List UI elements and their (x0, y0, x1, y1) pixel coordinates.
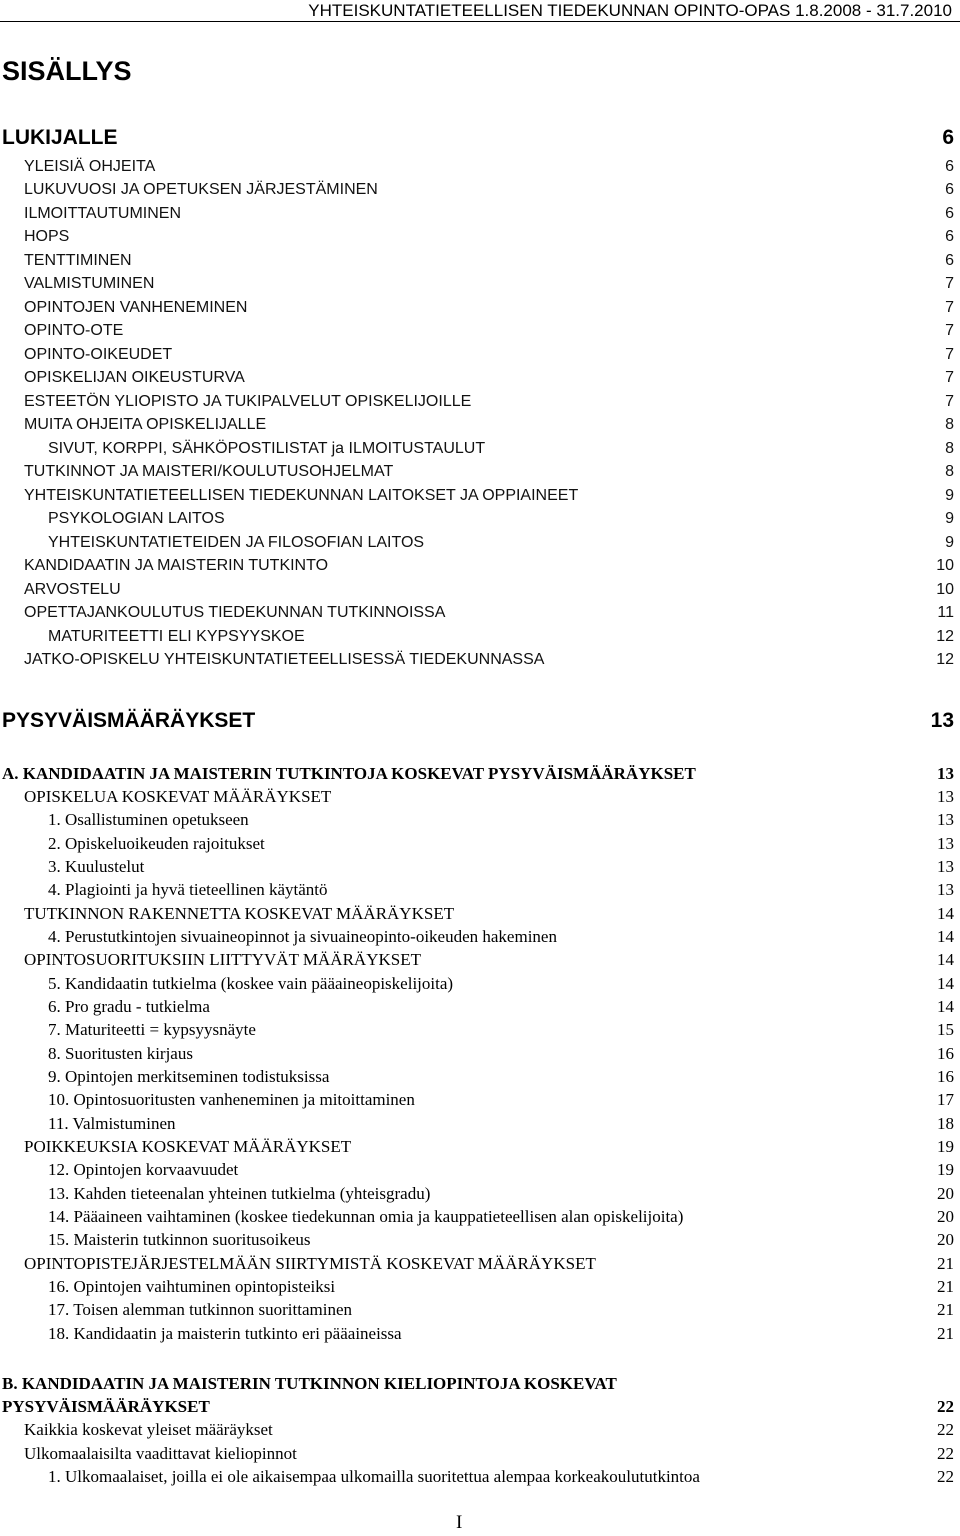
toc-entry[interactable] (48, 1088, 954, 1111)
toc-entry-page: 13 (937, 880, 954, 899)
toc-entry[interactable] (24, 902, 954, 925)
toc-entry[interactable] (24, 1135, 954, 1158)
toc-entry-page: 21 (937, 1277, 954, 1296)
toc-entry-page: 20 (937, 1207, 954, 1226)
toc-entry-label: 14. Pääaineen vaihtaminen (koskee tiedekunnan omia ja kauppatieteellisen alan opiskelijoita) (48, 1207, 684, 1226)
toc-entry-label: MATURITEETTI ELI KYPSYYSKOE (48, 628, 305, 645)
toc-entry-page: 6 (945, 205, 954, 222)
toc-entry-label: ILMOITTAUTUMINEN (24, 205, 182, 222)
toc-entry-label: 18. Kandidaatin ja maisterin tutkinto eri pääaineissa (48, 1324, 402, 1343)
toc-entry[interactable] (48, 1182, 954, 1205)
toc-entry[interactable] (24, 296, 954, 319)
toc-entry-label: 9. Opintojen merkitseminen todistuksissa (48, 1067, 330, 1086)
toc-entry[interactable] (48, 1042, 954, 1065)
toc-entry-label: YHTEISKUNTATIETEIDEN JA FILOSOFIAN LAITOS (48, 534, 425, 551)
toc-entry-label: 4. Plagiointi ja hyvä tieteellinen käytäntö (48, 880, 328, 899)
toc-entry[interactable] (24, 1252, 954, 1275)
toc-entry-page: 13 (937, 857, 954, 876)
toc-entry-page: 12 (936, 628, 954, 645)
toc-entry-page: 14 (937, 904, 954, 923)
toc-entry[interactable] (48, 531, 954, 554)
toc-entry-label: B. KANDIDAATIN JA MAISTERIN TUTKINNON KIELIOPINTOJA KOSKEVAT (2, 1374, 617, 1393)
toc-entry-label: Kaikkia koskevat yleiset määräykset (24, 1420, 273, 1439)
toc-entry-label: YHTEISKUNTATIETEELLISEN TIEDEKUNNAN LAITOKSET JA OPPIAINEET (24, 487, 579, 504)
toc-entry-page: 10 (936, 557, 954, 574)
toc-entry-label: 2. Opiskeluoikeuden rajoitukset (48, 834, 265, 853)
toc-heading-lukijalle[interactable] (2, 126, 954, 150)
toc-entry-page: 22 (937, 1420, 954, 1439)
toc-entry[interactable] (48, 855, 954, 878)
toc-entry-label: HOPS (24, 228, 70, 245)
toc-entry-page: 7 (945, 322, 954, 339)
toc-entry-page: 14 (937, 974, 954, 993)
toc-entry-page: 7 (945, 369, 954, 386)
toc-entry-page: 13 (937, 834, 954, 853)
toc-entry-page: 9 (945, 510, 954, 527)
toc-entry[interactable] (48, 972, 954, 995)
toc-subheading-b-line2[interactable] (2, 1395, 954, 1418)
toc-entry-label: 15. Maisterin tutkinnon suoritusoikeus (48, 1230, 311, 1249)
toc-entry[interactable] (48, 995, 954, 1018)
toc-entry[interactable] (48, 625, 954, 648)
toc-entry[interactable] (48, 808, 954, 831)
toc-entry-page: 22 (937, 1444, 954, 1463)
toc-entry[interactable] (24, 366, 954, 389)
toc-entry-page: 15 (937, 1020, 954, 1039)
toc-entry-page: 17 (937, 1090, 954, 1109)
toc-entry[interactable] (24, 1418, 954, 1441)
toc-entry-page: 18 (937, 1114, 954, 1133)
toc-entry-label: 11. Valmistuminen (48, 1114, 176, 1133)
toc-heading-page: 13 (930, 709, 954, 732)
toc-entry[interactable] (24, 272, 954, 295)
toc-entry-page: 21 (937, 1300, 954, 1319)
toc-entry-label: JATKO-OPISKELU YHTEISKUNTATIETEELLISESSÄ TIEDEKUNNASSA (24, 651, 545, 668)
toc-entry-page: 6 (945, 158, 954, 175)
toc-entry-page: 9 (945, 487, 954, 504)
toc-entry-page: 14 (937, 950, 954, 969)
toc-entry[interactable] (24, 601, 954, 624)
toc-entry-page: 13 (937, 764, 954, 783)
toc-entry-page: 20 (937, 1184, 954, 1203)
toc-entry-page: 16 (937, 1067, 954, 1086)
toc-entry-label: VALMISTUMINEN (24, 275, 155, 292)
toc-entry-label: 8. Suoritusten kirjaus (48, 1044, 193, 1063)
toc-entry-label: 10. Opintosuoritusten vanheneminen ja mitoittaminen (48, 1090, 415, 1109)
toc-entry-page: 10 (936, 581, 954, 598)
toc-entry[interactable] (24, 1442, 954, 1465)
toc-entry[interactable] (24, 578, 954, 601)
toc-entry-label: SIVUT, KORPPI, SÄHKÖPOSTILISTAT ja ILMOITUSTAULUT (48, 440, 486, 457)
toc-entry-page: 13 (937, 787, 954, 806)
toc-entry-label: OPISKELUA KOSKEVAT MÄÄRÄYKSET (24, 787, 332, 806)
toc-entry-page: 7 (945, 393, 954, 410)
toc-entry-page: 8 (945, 440, 954, 457)
toc-entry-label: 16. Opintojen vaihtuminen opintopisteiksi (48, 1277, 336, 1296)
toc-entry[interactable] (24, 155, 954, 178)
toc-entry-page: 9 (945, 534, 954, 551)
toc-entry[interactable] (24, 413, 954, 436)
toc-entry-label: OPINTO-OIKEUDET (24, 346, 173, 363)
toc-entry[interactable] (48, 1275, 954, 1298)
toc-entry[interactable] (24, 178, 954, 201)
toc-entry-page: 12 (936, 651, 954, 668)
toc-entry[interactable] (24, 390, 954, 413)
toc-entry-page: 8 (945, 416, 954, 433)
toc-entry-label: 3. Kuulustelut (48, 857, 145, 876)
toc-entry-page: 19 (937, 1137, 954, 1156)
toc-heading-page: 6 (942, 126, 954, 149)
toc-entry-page: 22 (937, 1467, 954, 1486)
running-header: YHTEISKUNTATIETEELLISEN TIEDEKUNNAN OPINTO-OPAS 1.8.2008 - 31.7.2010 (308, 1, 952, 20)
toc-entry[interactable] (48, 1205, 954, 1228)
toc-entry-page: 7 (945, 346, 954, 363)
toc-entry-label: 7. Maturiteetti = kypsyysnäyte (48, 1020, 256, 1039)
page-number: I (456, 1512, 463, 1533)
toc-entry-page: 20 (937, 1230, 954, 1249)
toc-entry[interactable] (48, 1158, 954, 1181)
toc-entry-label: 4. Perustutkintojen sivuaineopinnot ja sivuaineopinto-oikeuden hakeminen (48, 927, 557, 946)
toc-entry[interactable] (48, 832, 954, 855)
toc-entry[interactable] (48, 507, 954, 530)
toc-entry[interactable] (24, 948, 954, 971)
toc-entry-label: OPINTOSUORITUKSIIN LIITTYVÄT MÄÄRÄYKSET (24, 950, 421, 969)
toc-entry[interactable] (24, 343, 954, 366)
toc-entry-label: Ulkomaalaisilta vaadittavat kieliopinnot (24, 1444, 297, 1463)
toc-entry[interactable] (24, 460, 954, 483)
toc-entry-page: 14 (937, 927, 954, 946)
toc-entry-page: 11 (937, 604, 954, 621)
toc-heading-label: PYSYVÄISMÄÄRÄYKSET (2, 709, 256, 732)
toc-entry-label: ARVOSTELU (24, 581, 121, 598)
header-rule (0, 21, 960, 22)
toc-entry-label: OPISKELIJAN OIKEUSTURVA (24, 369, 245, 386)
toc-entry[interactable] (24, 484, 954, 507)
toc-entry-label: OPINTOJEN VANHENEMINEN (24, 299, 248, 316)
toc-entry[interactable] (48, 878, 954, 901)
toc-entry-label: LUKUVUOSI JA OPETUKSEN JÄRJESTÄMINEN (24, 181, 378, 198)
toc-entry[interactable] (48, 1228, 954, 1251)
toc-entry-label: 6. Pro gradu - tutkielma (48, 997, 210, 1016)
toc-entry-label: PYSYVÄISMÄÄRÄYKSET (2, 1397, 210, 1416)
toc-subheading-a[interactable] (2, 762, 954, 785)
toc-entry-page: 8 (945, 463, 954, 480)
toc-entry-label: 1. Osallistuminen opetukseen (48, 810, 249, 829)
toc-entry-label: MUITA OHJEITA OPISKELIJALLE (24, 416, 267, 433)
toc-entry-page: 6 (945, 252, 954, 269)
toc-entry[interactable] (24, 648, 954, 671)
toc-entry-page: 14 (937, 997, 954, 1016)
toc-entry-page: 16 (937, 1044, 954, 1063)
toc-entry-page: 7 (945, 275, 954, 292)
toc-entry-label: OPINTO-OTE (24, 322, 124, 339)
toc-entry[interactable] (24, 249, 954, 272)
toc-entry[interactable] (48, 1065, 954, 1088)
toc-entry[interactable] (48, 1298, 954, 1321)
toc-entry-label: 17. Toisen alemman tutkinnon suorittaminen (48, 1300, 352, 1319)
toc-heading-label: LUKIJALLE (2, 126, 118, 149)
toc-heading-pysyvaismaaraykset[interactable] (2, 709, 954, 733)
toc-entry[interactable] (24, 225, 954, 248)
toc-entry-label: 13. Kahden tieteenalan yhteinen tutkielma (yhteisgradu) (48, 1184, 431, 1203)
toc-entry-label: TUTKINNON RAKENNETTA KOSKEVAT MÄÄRÄYKSET (24, 904, 455, 923)
toc-entry-label: OPETTAJANKOULUTUS TIEDEKUNNAN TUTKINNOISSA (24, 604, 446, 621)
toc-entry-label: POIKKEUKSIA KOSKEVAT MÄÄRÄYKSET (24, 1137, 352, 1156)
toc-subheading-b-line1[interactable] (2, 1372, 954, 1395)
toc-entry[interactable] (48, 437, 954, 460)
toc-entry[interactable] (48, 1018, 954, 1041)
contents-title: SISÄLLYS (2, 56, 132, 86)
toc-entry-page: 6 (945, 228, 954, 245)
toc-entry[interactable] (48, 1112, 954, 1135)
toc-entry[interactable] (24, 554, 954, 577)
toc-entry[interactable] (24, 785, 954, 808)
toc-entry-label: OPINTOPISTEJÄRJESTELMÄÄN SIIRTYMISTÄ KOSKEVAT MÄÄRÄYKSET (24, 1254, 596, 1273)
toc-entry-label: ESTEETÖN YLIOPISTO JA TUKIPALVELUT OPISKELIJOILLE (24, 393, 472, 410)
toc-entry-label: 12. Opintojen korvaavuudet (48, 1160, 239, 1179)
toc-entry-page: 7 (945, 299, 954, 316)
toc-entry-label: A. KANDIDAATIN JA MAISTERIN TUTKINTOJA KOSKEVAT PYSYVÄISMÄÄRÄYKSET (2, 764, 696, 783)
toc-entry-label: YLEISIÄ OHJEITA (24, 158, 156, 175)
toc-entry[interactable] (24, 319, 954, 342)
toc-entry-page: 13 (937, 810, 954, 829)
toc-entry-label: TENTTIMINEN (24, 252, 132, 269)
toc-entry-label: PSYKOLOGIAN LAITOS (48, 510, 225, 527)
toc-entry-page: 22 (937, 1397, 954, 1416)
toc-entry-page: 21 (937, 1254, 954, 1273)
toc-entry-label: KANDIDAATIN JA MAISTERIN TUTKINTO (24, 557, 329, 574)
toc-entry[interactable] (24, 202, 954, 225)
toc-entry[interactable] (48, 1322, 954, 1345)
toc-entry-label: 5. Kandidaatin tutkielma (koskee vain pääaineopiskelijoita) (48, 974, 454, 993)
toc-entry-page: 19 (937, 1160, 954, 1179)
toc-entry-label: TUTKINNOT JA MAISTERI/KOULUTUSOHJELMAT (24, 463, 394, 480)
toc-entry[interactable] (48, 925, 954, 948)
toc-entry-label: 1. Ulkomaalaiset, joilla ei ole aikaisempaa ulkomailla suoritettua alempaa korkeakoulututkintoa (48, 1467, 700, 1486)
toc-entry-page: 21 (937, 1324, 954, 1343)
toc-entry[interactable] (48, 1465, 954, 1488)
toc-entry-page: 6 (945, 181, 954, 198)
